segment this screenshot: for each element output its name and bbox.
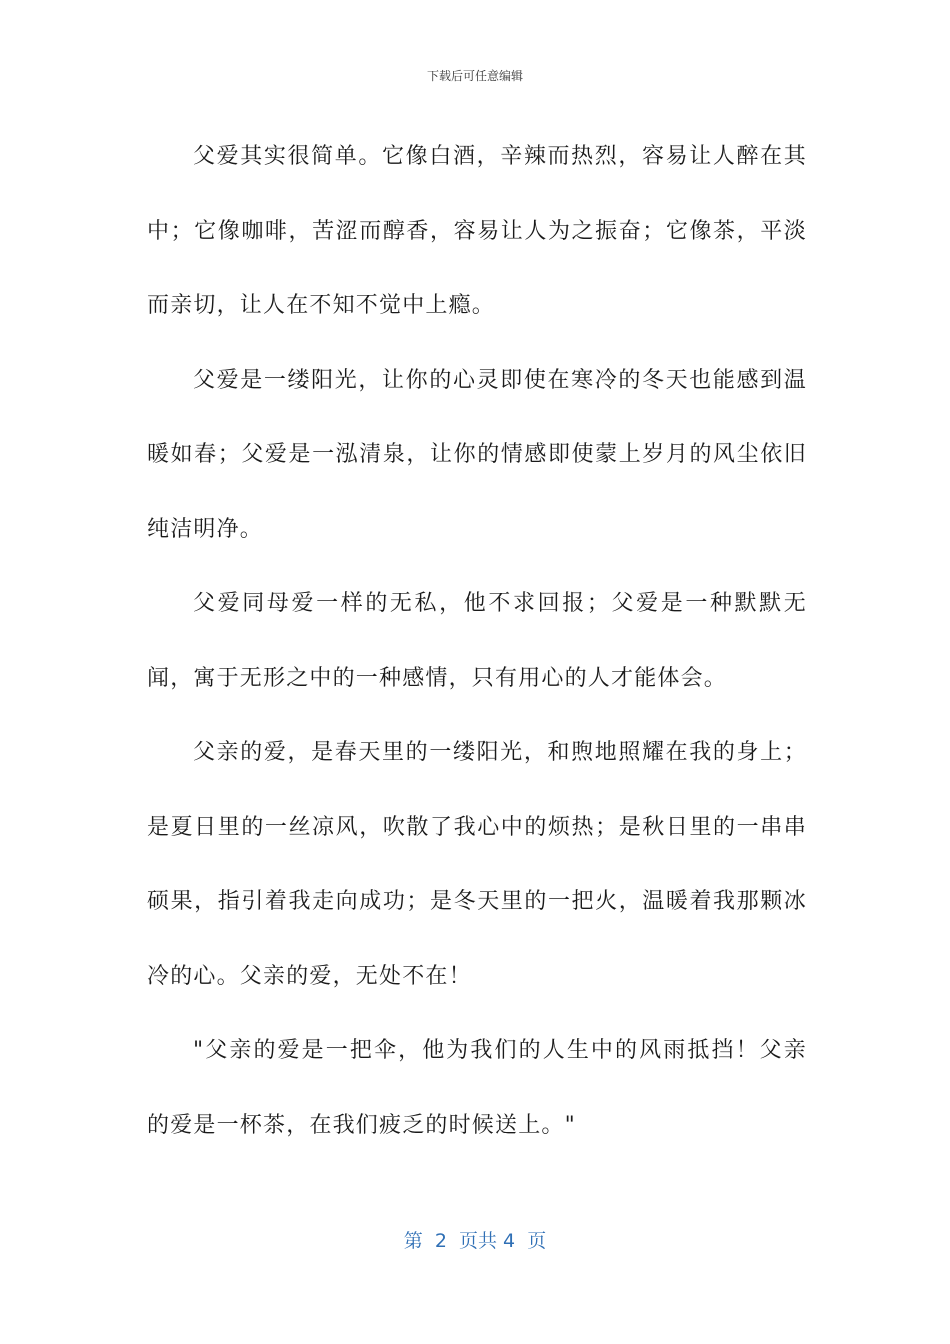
paragraph-3: 父爱同母爱一样的无私，他不求回报；父爱是一种默默无闻，寓于无形之中的一种感情，只有用心的人才能体会。 xyxy=(147,591,807,691)
paragraph-2: 父爱是一缕阳光，让你的心灵即使在寒冷的冬天也能感到温暖如春；父爱是一泓清泉，让你的情感即使蒙上岁月的风尘依旧纯洁明净。 xyxy=(147,367,807,542)
header-note: 下载后可任意编辑 xyxy=(426,69,523,83)
paragraph-5: "父亲的爱是一把伞，他为我们的人生中的风雨抵挡！父亲的爱是一杯茶，在我们疲乏的时候送上。" xyxy=(147,1038,807,1138)
paragraph-4: 父亲的爱，是春天里的一缕阳光，和煦地照耀在我的身上；是夏日里的一丝凉风，吹散了我心中的烦热；是秋日里的一串串硕果，指引着我走向成功；是冬天里的一把火，温暖着我那颗冰冷的心。父亲的爱，无处不在！ xyxy=(147,740,807,989)
document-body xyxy=(147,120,807,1163)
page-number-footer: 第 2 页共 4 页 xyxy=(403,1230,547,1252)
paragraph-1: 父爱其实很简单。它像白酒，辛辣而热烈，容易让人醉在其中；它像咖啡，苦涩而醇香，容易让人为之振奋；它像茶，平淡而亲切，让人在不知不觉中上瘾。 xyxy=(147,144,807,318)
